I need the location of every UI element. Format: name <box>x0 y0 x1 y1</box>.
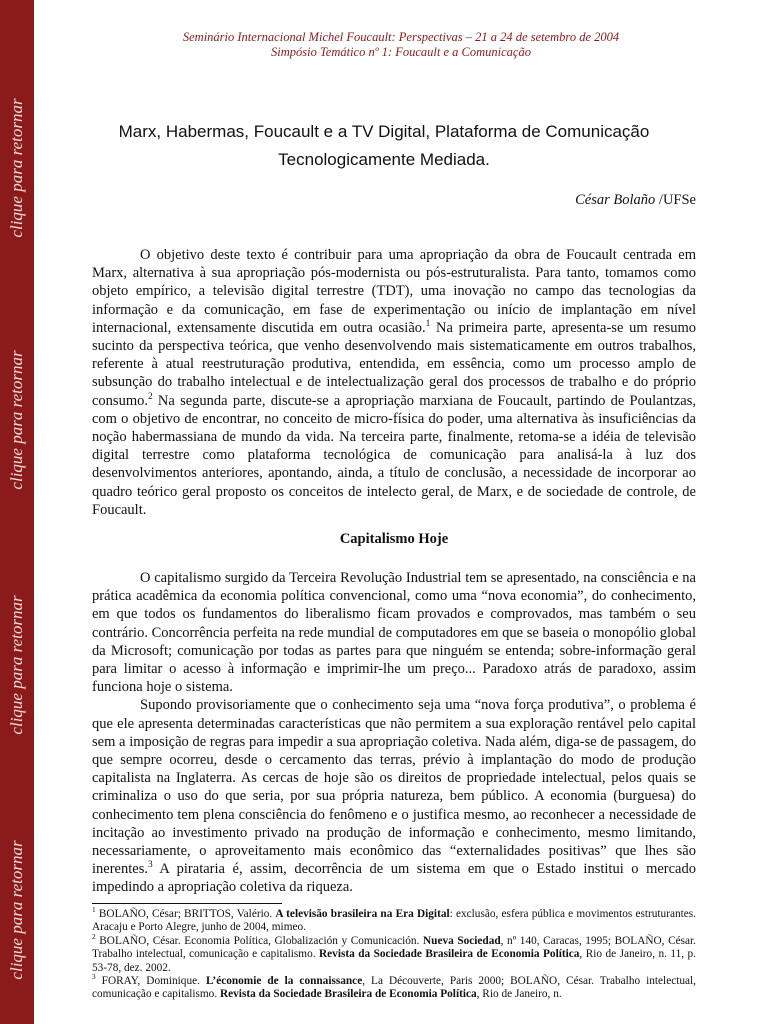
header-line-1: Seminário Internacional Michel Foucault: Perspectivas – 21 a 24 de setembro de 2004 <box>182 30 620 44</box>
capitalism-section <box>92 569 696 897</box>
footnote-title: Nueva Sociedad <box>423 934 501 947</box>
footnote-number: 2 <box>92 932 96 942</box>
sidebar <box>0 0 34 1024</box>
title-line-2: Tecnologicamente Mediada. <box>278 150 490 169</box>
footnote <box>92 932 697 975</box>
footnote-title: Revista da Sociedade Brasileira de Economia Política <box>319 948 580 961</box>
footnote-text: , La Découverte, Paris 2000; BOLAÑO, César. Trabalho intelectual, comunicação e capitalismo. <box>92 975 696 1001</box>
footnotes <box>92 905 697 1002</box>
author-line <box>575 192 696 209</box>
footnote-title: L’économie de la connaissance <box>205 975 363 988</box>
header-line-2: Simpósio Temático nº 1: Foucault e a Comunicação <box>271 45 531 59</box>
footnote-text: , nº 140, Caracas, 1995; BOLAÑO, César. Trabalho intelectual, comunicação e capitalismo. <box>92 934 697 961</box>
footnote-title: A televisão brasileira na Era Digital <box>275 908 450 920</box>
body-paragraph: O capitalismo surgido da Terceira Revolução Industrial tem se apresentado, na consciência e na prática acadêmica da economia política convencional, como uma “nova economia”, do conhecimento, em que todos os fundamentos do liberalismo ficam provados e comprovados, mas também o seu contrário. Concorrência perfeita na rede mundial de computadores em que se baseia o monopólio global da Microsoft; comunicação por todas as partes para que ninguém se entenda; sobre-informação geral para limitar o acesso à informação e imprimir-lhe um preço... Paradoxo atrás de paradoxo, assim funciona hoje o sistema. <box>92 570 696 696</box>
footnote-text: , Rio de Janeiro, n. 11, p. 53-78, dez. 2002. <box>92 948 697 974</box>
body-paragraph <box>92 696 696 896</box>
return-link[interactable]: clique para retornar <box>7 350 26 490</box>
body-text: A pirataria é, assim, decorrência de um sistema em que o Estado institui o mercado impedindo a apropriação coletiva da riqueza. <box>92 861 696 896</box>
intro-text: Na primeira parte, apresenta-se um resumo sucinto da perspectiva teórica, que venho desenvolvendo mais sistematicamente em outros trabalhos, referente à atual reestruturação produtiva, entendida, em essência, como um processo amplo de subsunção do trabalho intelectual e de intelectualização geral dos processos de trabalho e do próprio consumo. <box>92 319 696 409</box>
footnote-ref[interactable]: 1 <box>425 318 431 329</box>
footnote-text: BOLAÑO, César; BRITTOS, Valério. <box>95 908 276 920</box>
intro-paragraph <box>92 246 696 519</box>
footnote <box>92 905 697 935</box>
return-link[interactable]: clique para retornar <box>7 98 26 238</box>
footnote-text: FORAY, Dominique. <box>95 975 206 988</box>
paper-title <box>80 118 688 174</box>
footnote-number: 3 <box>92 972 96 982</box>
footnote-ref[interactable]: 3 <box>147 860 153 871</box>
section-heading: Capitalismo Hoje <box>339 531 449 547</box>
footnote-ref[interactable]: 2 <box>147 391 153 402</box>
title-line-1: Marx, Habermas, Foucault e a TV Digital, Plataforma de Comunicação <box>118 122 650 141</box>
footnote <box>92 972 696 1002</box>
running-header <box>34 30 768 60</box>
return-link[interactable]: clique para retornar <box>7 840 26 980</box>
author-affiliation: /UFSe <box>658 192 696 208</box>
footnote-title: Revista da Sociedade Brasileira de Economia Política <box>219 988 477 1001</box>
footnote-divider <box>92 903 282 904</box>
intro-text: Na segunda parte, discute-se a apropriação marxiana de Foucault, partindo de Poulantzas, com o objetivo de encontrar, no conceito de micro-física do poder, uma alternativa às insuficiências da noção habermassiana de mundo da vida. Na terceira parte, finalmente, retoma-se a idéia de televisão digital terrestre como plataforma tecnológica de comunicação para analisá-la à luz dos desenvolvimentos anteriores, apontando, ainda, a título de conclusão, a necessidade de incorporar ao quadro teórico geral proposto os conceitos de intelecto geral, de Marx, e de sociedade de controle, de Foucault. <box>92 392 696 518</box>
return-link[interactable]: clique para retornar <box>7 595 26 735</box>
footnote-number: 1 <box>92 905 96 915</box>
footnote-text: , Rio de Janeiro, n. <box>476 988 562 1001</box>
body-text: Supondo provisoriamente que o conhecimento seja uma “nova força produtiva”, o problema é que ele apresenta determinadas características que não permitem a sua exploração rentável pelo capital sem a imposição de regras para impedir a sua apropriação coletiva. Nada além, diga-se de passagem, do que sempre ocorreu, desde o cercamento das terras, prévio à implantação do modo de produção capitalista na Inglaterra. As cercas de hoje são os direitos de propriedade intelectual, pelos quais se criminaliza o uso do que seria, por sua própria natureza, bem público. A economia (burguesa) do conhecimento tem plena consciência do fenômeno e o justifica mesmo, ao reconhecer a necessidade de incitação ao investimento privado na produção de informação e conhecimento, mesmo limitando, necessariamente, o aproveitamento mais econômico das “externalidades positivas” que lhes são inerentes. <box>92 697 696 878</box>
intro-section <box>92 246 696 519</box>
intro-text: O objetivo deste texto é contribuir para uma apropriação da obra de Foucault centrada em Marx, alternativa à sua apropriação pós-modernista ou pós-estruturalista. Para tanto, tomamos como objeto empírico, a televisão digital terrestre (TDT), uma inovação no campo das tecnologias da informação e da comunicação, em fase de experimentação ou início de implantação em nível internacional, extensamente discutida em outra ocasião. <box>92 247 696 336</box>
author-name: César Bolaño <box>575 192 656 208</box>
footnote-text: : exclusão, esfera pública e movimentos estruturantes. Aracaju e Porto Alegre, junho de 2004, mimeo. <box>92 908 697 934</box>
footnote-text: BOLAÑO, César. Economia Política, Globalización y Comunicación. <box>95 934 423 947</box>
